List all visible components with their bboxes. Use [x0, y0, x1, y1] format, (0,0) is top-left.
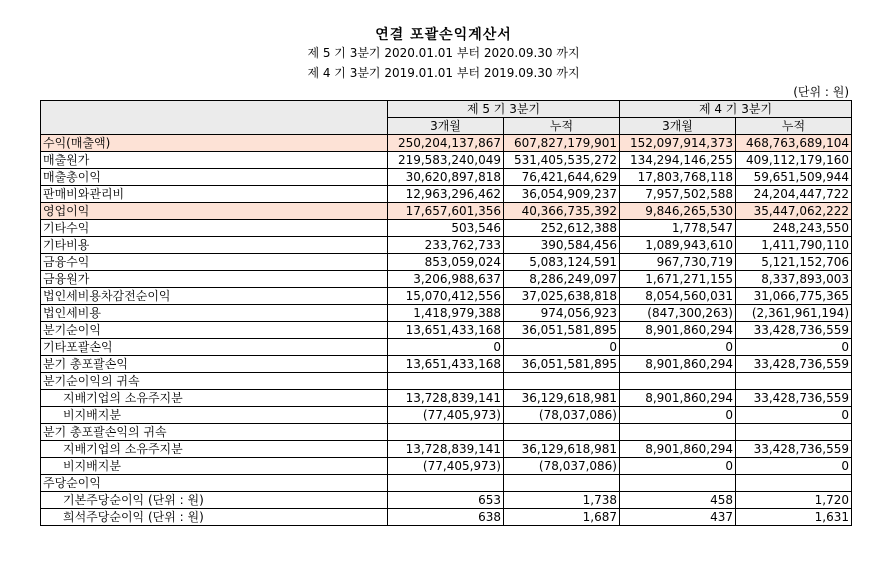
- row-label: 기타비용: [41, 237, 388, 254]
- cell-value: (78,037,086): [504, 407, 620, 424]
- header-current-3m: 3개월: [388, 118, 504, 135]
- cell-value: 12,963,296,462: [388, 186, 504, 203]
- cell-value: 13,728,839,141: [388, 390, 504, 407]
- cell-value: 531,405,535,272: [504, 152, 620, 169]
- cell-value: 9,846,265,530: [620, 203, 736, 220]
- cell-value: [620, 475, 736, 492]
- cell-value: 607,827,179,901: [504, 135, 620, 152]
- cell-value: 152,097,914,373: [620, 135, 736, 152]
- row-label: 법인세비용차감전순이익: [41, 288, 388, 305]
- cell-value: 437: [620, 509, 736, 526]
- cell-value: 1,631: [736, 509, 852, 526]
- cell-value: 638: [388, 509, 504, 526]
- row-label: 분기 총포괄손익: [41, 356, 388, 373]
- header-prior-3m: 3개월: [620, 118, 736, 135]
- table-row: [41, 492, 852, 509]
- row-label: 매출원가: [41, 152, 388, 169]
- cell-value: 0: [620, 407, 736, 424]
- cell-value: 17,657,601,356: [388, 203, 504, 220]
- income-statement-table: [40, 100, 852, 526]
- unit-label: (단위 : 원): [793, 85, 849, 99]
- cell-value: 0: [620, 458, 736, 475]
- cell-value: 40,366,735,392: [504, 203, 620, 220]
- header-row-groups: [41, 101, 852, 118]
- table-row: [41, 458, 852, 475]
- table-row: [41, 254, 852, 271]
- row-label: 판매비와관리비: [41, 186, 388, 203]
- table-row: [41, 322, 852, 339]
- row-label: 주당순이익: [41, 475, 388, 492]
- cell-value: [736, 373, 852, 390]
- cell-value: 5,121,152,706: [736, 254, 852, 271]
- table-row: [41, 237, 852, 254]
- cell-value: 36,051,581,895: [504, 322, 620, 339]
- row-label: 금융원가: [41, 271, 388, 288]
- statement-title: 연결 포괄손익계산서: [375, 27, 512, 43]
- cell-value: 33,428,736,559: [736, 356, 852, 373]
- cell-value: 17,803,768,118: [620, 169, 736, 186]
- table-row: [41, 390, 852, 407]
- cell-value: 24,204,447,722: [736, 186, 852, 203]
- cell-value: 1,411,790,110: [736, 237, 852, 254]
- table-row: [41, 305, 852, 322]
- cell-value: (77,405,973): [388, 458, 504, 475]
- cell-value: 1,738: [504, 492, 620, 509]
- row-label: 기본주당순이익 (단위 : 원): [41, 492, 388, 509]
- cell-value: 13,651,433,168: [388, 322, 504, 339]
- cell-value: 458: [620, 492, 736, 509]
- period-current: 제 5 기 3분기 2020.01.01 부터 2020.09.30 까지: [307, 46, 580, 60]
- table-row: [41, 373, 852, 390]
- table-row: [41, 152, 852, 169]
- cell-value: [504, 373, 620, 390]
- cell-value: 59,651,509,944: [736, 169, 852, 186]
- row-label: 수익(매출액): [41, 135, 388, 152]
- cell-value: 974,056,923: [504, 305, 620, 322]
- cell-value: 409,112,179,160: [736, 152, 852, 169]
- cell-value: (78,037,086): [504, 458, 620, 475]
- cell-value: 853,059,024: [388, 254, 504, 271]
- cell-value: 33,428,736,559: [736, 322, 852, 339]
- cell-value: 653: [388, 492, 504, 509]
- table-row: [41, 475, 852, 492]
- cell-value: 134,294,146,255: [620, 152, 736, 169]
- table-row: [41, 356, 852, 373]
- cell-value: 15,070,412,556: [388, 288, 504, 305]
- cell-value: 37,025,638,818: [504, 288, 620, 305]
- cell-value: 1,418,979,388: [388, 305, 504, 322]
- row-label: 영업이익: [41, 203, 388, 220]
- cell-value: 0: [736, 339, 852, 356]
- cell-value: [388, 475, 504, 492]
- table-row: [41, 135, 852, 152]
- cell-value: 390,584,456: [504, 237, 620, 254]
- cell-value: 252,612,388: [504, 220, 620, 237]
- cell-value: 1,720: [736, 492, 852, 509]
- cell-value: 30,620,897,818: [388, 169, 504, 186]
- cell-value: 7,957,502,588: [620, 186, 736, 203]
- table-row: [41, 424, 852, 441]
- cell-value: 0: [736, 458, 852, 475]
- cell-value: 5,083,124,591: [504, 254, 620, 271]
- cell-value: 36,054,909,237: [504, 186, 620, 203]
- cell-value: 0: [620, 339, 736, 356]
- cell-value: 13,728,839,141: [388, 441, 504, 458]
- cell-value: 468,763,689,104: [736, 135, 852, 152]
- cell-value: 503,546: [388, 220, 504, 237]
- cell-value: 1,778,547: [620, 220, 736, 237]
- cell-value: 8,901,860,294: [620, 322, 736, 339]
- cell-value: (77,405,973): [388, 407, 504, 424]
- cell-value: 0: [736, 407, 852, 424]
- cell-value: 233,762,733: [388, 237, 504, 254]
- row-label: 비지배지분: [41, 407, 388, 424]
- cell-value: 8,337,893,003: [736, 271, 852, 288]
- row-label: 법인세비용: [41, 305, 388, 322]
- cell-value: [504, 475, 620, 492]
- cell-value: [388, 424, 504, 441]
- header-prior-cum: 누적: [736, 118, 852, 135]
- table-row: [41, 288, 852, 305]
- cell-value: 31,066,775,365: [736, 288, 852, 305]
- table-row: [41, 339, 852, 356]
- table-row: [41, 169, 852, 186]
- table-row: [41, 203, 852, 220]
- row-label: 분기순이익의 귀속: [41, 373, 388, 390]
- cell-value: 3,206,988,637: [388, 271, 504, 288]
- cell-value: 35,447,062,222: [736, 203, 852, 220]
- table-row: [41, 509, 852, 526]
- row-label: 지배기업의 소유주지분: [41, 441, 388, 458]
- cell-value: 33,428,736,559: [736, 390, 852, 407]
- table-row: [41, 186, 852, 203]
- cell-value: 8,901,860,294: [620, 441, 736, 458]
- cell-value: 250,204,137,867: [388, 135, 504, 152]
- row-label: 매출총이익: [41, 169, 388, 186]
- row-label: 분기 총포괄손익의 귀속: [41, 424, 388, 441]
- cell-value: 967,730,719: [620, 254, 736, 271]
- header-group-prior: 제 4 기 3분기: [620, 101, 852, 118]
- cell-value: [388, 373, 504, 390]
- cell-value: 1,671,271,155: [620, 271, 736, 288]
- cell-value: 0: [504, 339, 620, 356]
- cell-value: 8,286,249,097: [504, 271, 620, 288]
- cell-value: 1,687: [504, 509, 620, 526]
- cell-value: [620, 373, 736, 390]
- cell-value: 1,089,943,610: [620, 237, 736, 254]
- row-label: 금융수익: [41, 254, 388, 271]
- period-prior: 제 4 기 3분기 2019.01.01 부터 2019.09.30 까지: [307, 66, 580, 80]
- cell-value: 76,421,644,629: [504, 169, 620, 186]
- row-label: 비지배지분: [41, 458, 388, 475]
- cell-value: (847,300,263): [620, 305, 736, 322]
- table-row: [41, 441, 852, 458]
- cell-value: [736, 424, 852, 441]
- table-row: [41, 407, 852, 424]
- header-current-cum: 누적: [504, 118, 620, 135]
- table-row: [41, 271, 852, 288]
- row-label: 기타수익: [41, 220, 388, 237]
- row-label: 기타포괄손익: [41, 339, 388, 356]
- cell-value: 8,901,860,294: [620, 356, 736, 373]
- cell-value: (2,361,961,194): [736, 305, 852, 322]
- table-row: [41, 220, 852, 237]
- header-blank: [41, 101, 388, 135]
- cell-value: 0: [388, 339, 504, 356]
- cell-value: 33,428,736,559: [736, 441, 852, 458]
- cell-value: 36,129,618,981: [504, 390, 620, 407]
- cell-value: [504, 424, 620, 441]
- row-label: 지배기업의 소유주지분: [41, 390, 388, 407]
- cell-value: 8,901,860,294: [620, 390, 736, 407]
- cell-value: 8,054,560,031: [620, 288, 736, 305]
- row-label: 분기순이익: [41, 322, 388, 339]
- row-label: 희석주당순이익 (단위 : 원): [41, 509, 388, 526]
- cell-value: 36,051,581,895: [504, 356, 620, 373]
- cell-value: 13,651,433,168: [388, 356, 504, 373]
- cell-value: 36,129,618,981: [504, 441, 620, 458]
- header-group-current: 제 5 기 3분기: [388, 101, 620, 118]
- cell-value: 248,243,550: [736, 220, 852, 237]
- cell-value: [620, 424, 736, 441]
- cell-value: [736, 475, 852, 492]
- cell-value: 219,583,240,049: [388, 152, 504, 169]
